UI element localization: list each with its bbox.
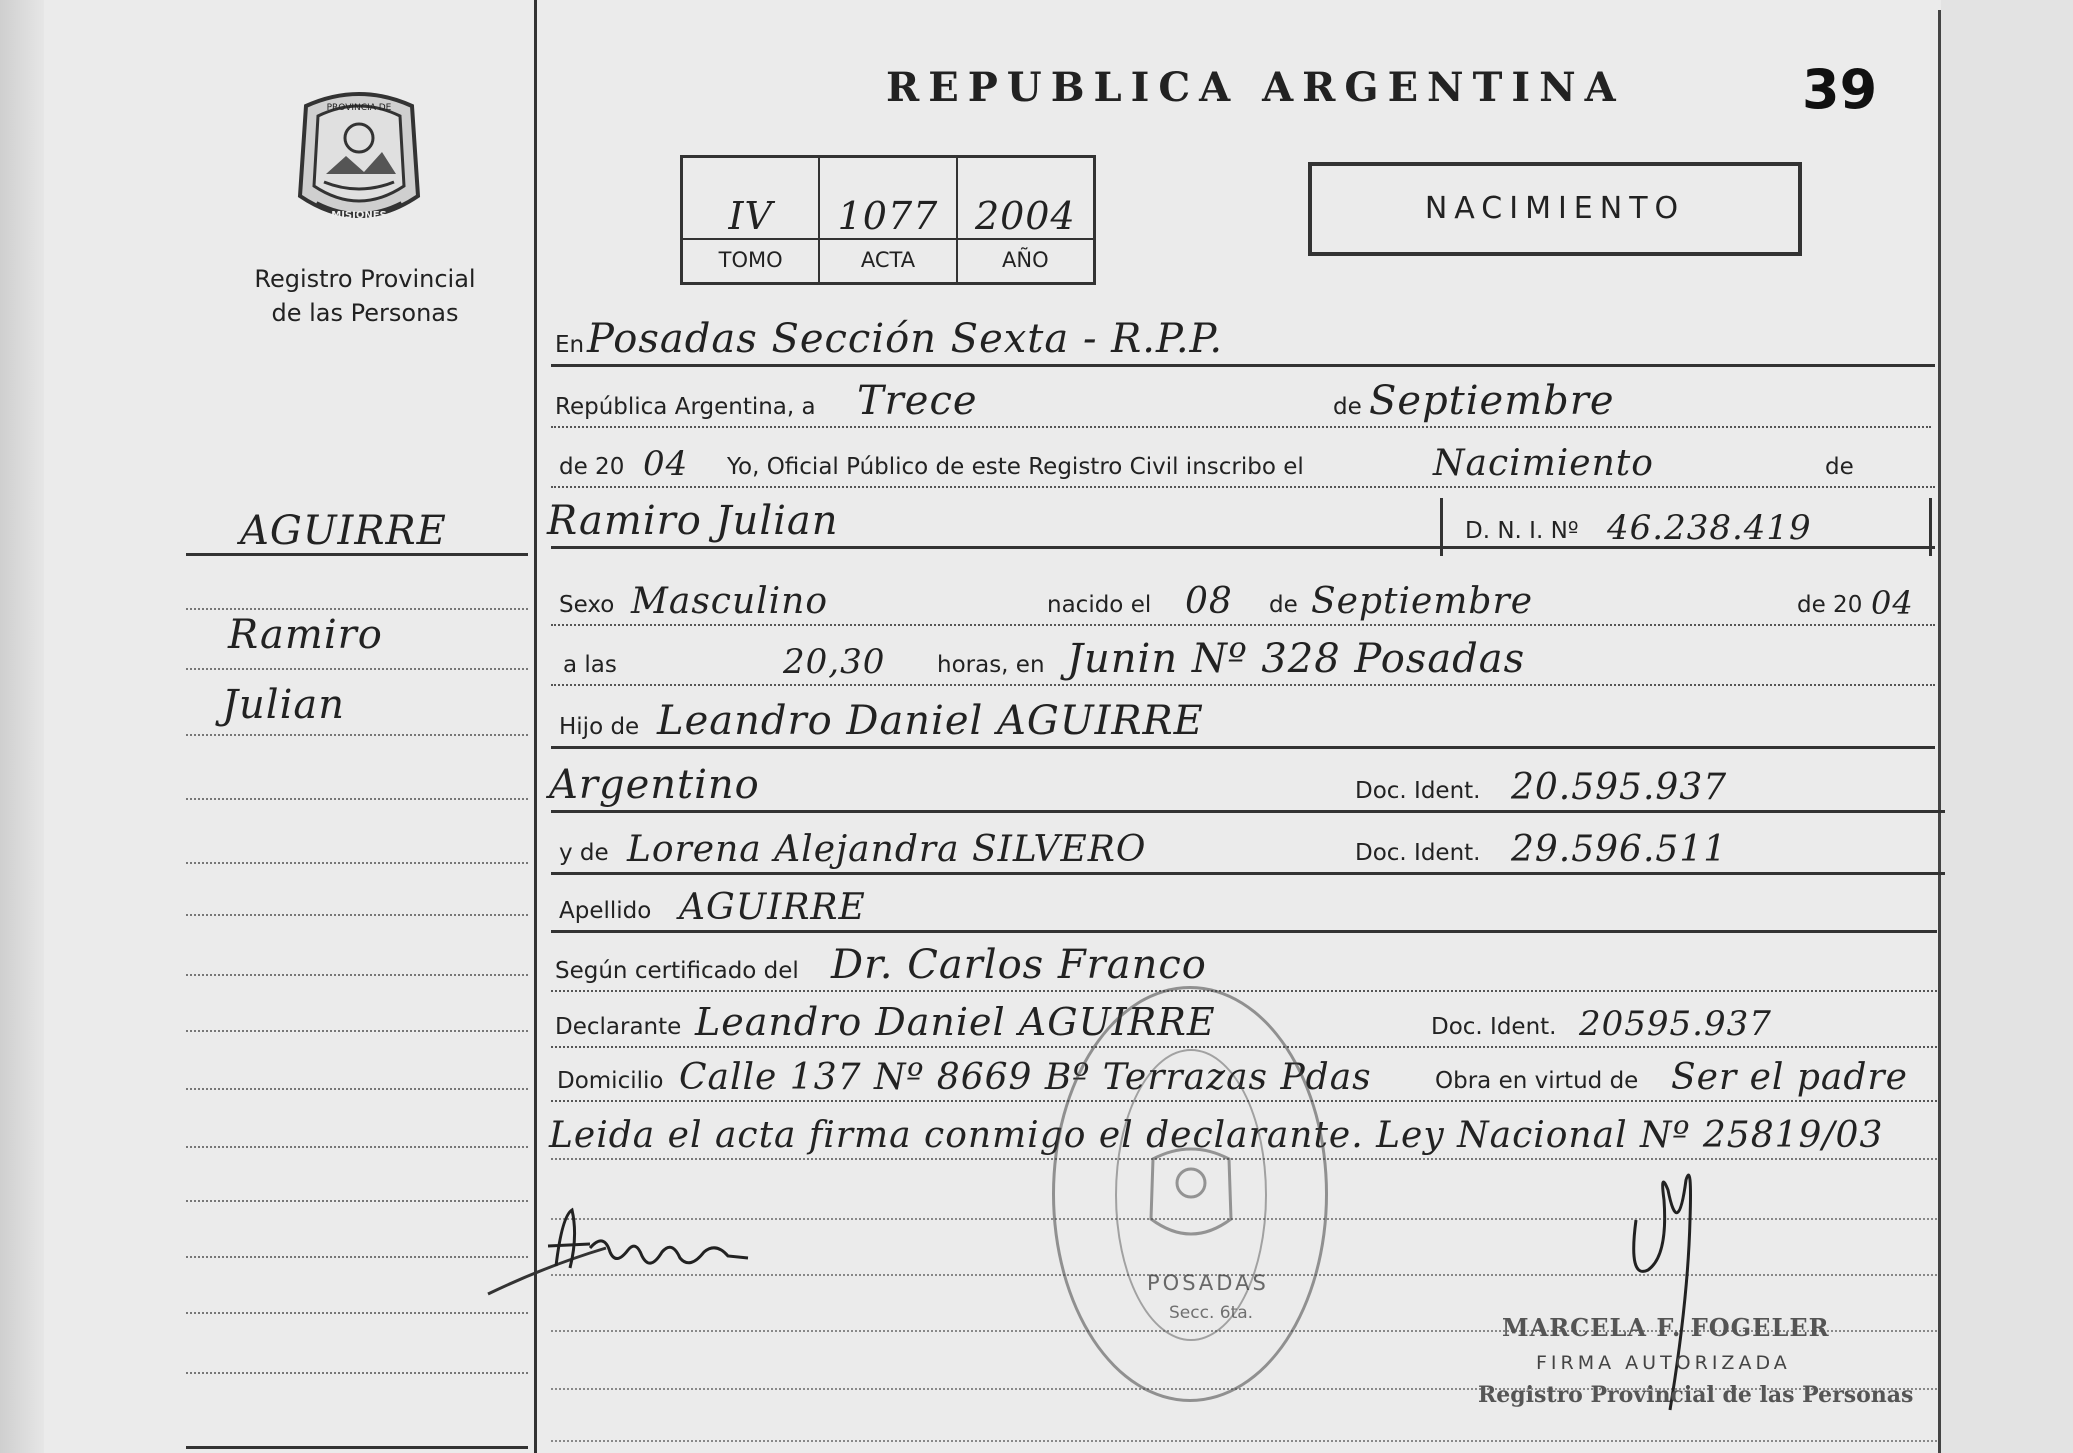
time-value: 20,30 bbox=[783, 642, 886, 682]
mother-label: y de bbox=[559, 840, 609, 866]
dni-value: 46.238.419 bbox=[1607, 508, 1812, 548]
address-label: Domicilio bbox=[557, 1068, 664, 1094]
margin-rule bbox=[186, 974, 528, 976]
stamp-city: POSADAS bbox=[1147, 1271, 1269, 1295]
child-name-value: Ramiro Julian bbox=[547, 498, 839, 544]
stamp-emblem-icon bbox=[1143, 1139, 1239, 1249]
grounds-value: Ser el padre bbox=[1671, 1057, 1908, 1098]
mother-doc-label: Doc. Ident. bbox=[1355, 840, 1481, 866]
surname-value: AGUIRRE bbox=[679, 887, 866, 928]
form-line-year bbox=[551, 443, 1935, 488]
margin-rule bbox=[186, 798, 528, 800]
father-name-value: Leandro Daniel AGUIRRE bbox=[657, 698, 1204, 744]
form-line-father bbox=[551, 698, 1935, 749]
tomo-cell bbox=[683, 158, 820, 282]
registry-name bbox=[215, 262, 515, 330]
form-line-place bbox=[551, 316, 1935, 367]
margin-rule bbox=[186, 1030, 528, 1032]
birth-year-label: de 20 bbox=[1797, 592, 1863, 618]
declarant-signature-icon bbox=[486, 1196, 766, 1306]
mother-name-value: Lorena Alejandra SILVERO bbox=[627, 829, 1147, 870]
margin-rule bbox=[186, 668, 528, 670]
address-value: Calle 137 Nº 8669 Bº Terrazas Pdas bbox=[679, 1057, 1372, 1098]
margin-rule bbox=[186, 608, 528, 610]
margin-rule bbox=[186, 1446, 528, 1449]
registry-volume-box bbox=[680, 155, 1096, 285]
date-intro-label: República Argentina, a bbox=[555, 394, 816, 420]
birth-month-label: de bbox=[1269, 592, 1298, 618]
certificate-label: Según certificado del bbox=[555, 958, 799, 984]
year-label: de 20 bbox=[559, 454, 625, 480]
month-value: Septiembre bbox=[1369, 378, 1615, 424]
birth-year-value: 04 bbox=[1871, 584, 1914, 622]
form-line-date bbox=[551, 378, 1931, 428]
form-line-time-place bbox=[551, 636, 1935, 686]
declarant-doc-value: 20595.937 bbox=[1579, 1004, 1772, 1044]
tomo-label: TOMO bbox=[718, 248, 783, 272]
physician-value: Dr. Carlos Franco bbox=[831, 942, 1207, 988]
folio-number: 39 bbox=[1802, 58, 1878, 121]
form-line-surname bbox=[551, 887, 1937, 933]
dni-label: D. N. I. Nº bbox=[1465, 518, 1579, 544]
tomo-value: IV bbox=[728, 194, 773, 238]
margin-rule bbox=[186, 553, 528, 556]
father-nationality-value: Argentino bbox=[549, 762, 760, 808]
acta-value: 1077 bbox=[837, 194, 939, 238]
birth-month-value: Septiembre bbox=[1311, 581, 1533, 622]
sex-value: Masculino bbox=[631, 581, 829, 622]
margin-given-name-1: Ramiro bbox=[228, 612, 383, 658]
observations-value: Leida el acta firma conmigo el declarante. Ley Nacional Nº 25819/03 bbox=[549, 1115, 1884, 1156]
form-line-sex-birth bbox=[551, 581, 1935, 626]
binding-gutter bbox=[0, 0, 44, 1453]
registry-name-line-2: de las Personas bbox=[271, 299, 459, 327]
ano-cell bbox=[958, 158, 1093, 282]
margin-rule bbox=[186, 1146, 528, 1148]
declarant-label: Declarante bbox=[555, 1014, 682, 1040]
form-line-mother bbox=[551, 829, 1945, 875]
margin-surname: AGUIRRE bbox=[240, 508, 447, 554]
signatory-title: FIRMA AUTORIZADA bbox=[1536, 1352, 1791, 1374]
stamp-section: Secc. 6ta. bbox=[1169, 1303, 1254, 1323]
inscription-text: Yo, Oficial Público de este Registro Civil inscribo el bbox=[727, 454, 1304, 480]
place-label: En bbox=[555, 332, 585, 358]
margin-rule bbox=[186, 1200, 528, 1202]
provincial-seal-icon bbox=[286, 86, 432, 236]
month-label: de bbox=[1333, 394, 1362, 420]
document-type-box: NACIMIENTO bbox=[1308, 162, 1802, 256]
birthplace-value: Junin Nº 328 Posadas bbox=[1067, 636, 1526, 682]
seal-bottom-lettering: MISIONES bbox=[331, 210, 387, 221]
registry-name-line-1: Registro Provincial bbox=[254, 265, 476, 293]
signatory-org: Registro Provincial de las Personas bbox=[1478, 1382, 1914, 1408]
margin-rule bbox=[186, 1088, 528, 1090]
acta-label: ACTA bbox=[860, 248, 916, 272]
father-label: Hijo de bbox=[559, 714, 640, 740]
margin-rule bbox=[186, 862, 528, 864]
margin-rule bbox=[186, 914, 528, 916]
margin-rule bbox=[186, 734, 528, 736]
acta-cell bbox=[820, 158, 957, 282]
margin-given-name-2: Julian bbox=[222, 682, 345, 728]
seal-top-lettering: PROVINCIA DE bbox=[326, 103, 392, 113]
form-line-certificate bbox=[551, 942, 1937, 992]
declarant-value: Leandro Daniel AGUIRRE bbox=[695, 1000, 1216, 1044]
place-value: Posadas Sección Sexta - R.P.P. bbox=[587, 316, 1224, 362]
grounds-label: Obra en virtud de bbox=[1435, 1068, 1639, 1094]
born-on-label: nacido el bbox=[1047, 592, 1152, 618]
form-line-father-doc bbox=[549, 762, 1945, 813]
official-stamp bbox=[1052, 986, 1328, 1402]
mother-doc-value: 29.596.511 bbox=[1511, 829, 1728, 870]
ano-label: AÑO bbox=[1002, 248, 1049, 272]
birth-day-value: 08 bbox=[1185, 581, 1233, 622]
year-value: 04 bbox=[643, 444, 689, 484]
act-type-value: Nacimiento bbox=[1433, 443, 1654, 484]
right-margin-strip bbox=[1941, 0, 2073, 1453]
declarant-doc-label: Doc. Ident. bbox=[1431, 1014, 1557, 1040]
father-doc-label: Doc. Ident. bbox=[1355, 778, 1481, 804]
country-heading: REPUBLICA ARGENTINA bbox=[886, 64, 1625, 111]
day-value: Trece bbox=[857, 378, 978, 424]
time-label: a las bbox=[563, 652, 617, 678]
signatory-name: MARCELA F. FOGELER bbox=[1502, 1313, 1830, 1342]
margin-rule bbox=[186, 1372, 528, 1374]
surname-label: Apellido bbox=[559, 898, 652, 924]
sex-label: Sexo bbox=[559, 592, 615, 618]
dni-box bbox=[1440, 498, 1932, 556]
hours-in-label: horas, en bbox=[937, 652, 1045, 678]
margin-rule bbox=[186, 1256, 528, 1258]
margin-rule bbox=[186, 1312, 528, 1314]
of-label: de bbox=[1825, 454, 1854, 480]
father-doc-value: 20.595.937 bbox=[1511, 767, 1728, 808]
ano-value: 2004 bbox=[974, 194, 1076, 238]
